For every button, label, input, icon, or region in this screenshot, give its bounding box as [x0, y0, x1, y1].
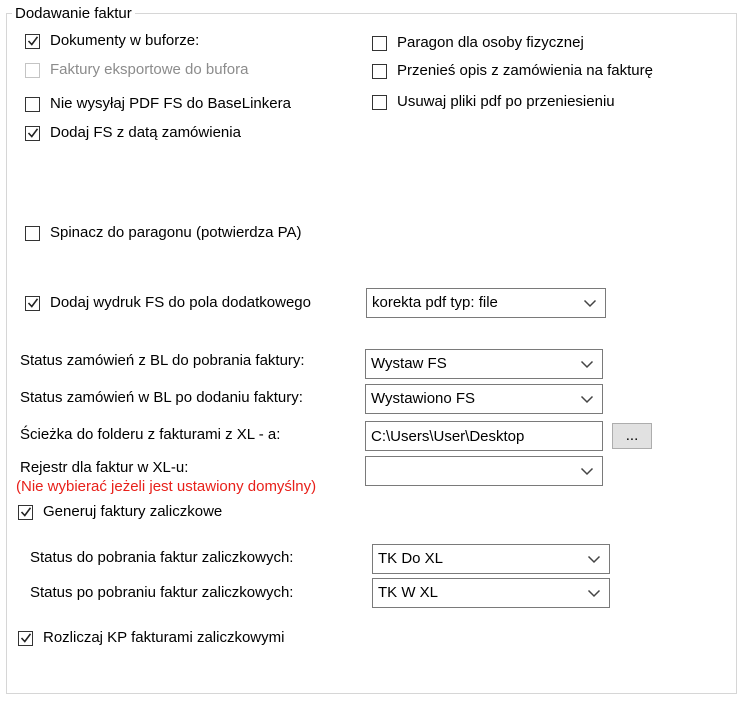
checkbox-dodaj-fs-z-data[interactable]	[25, 124, 241, 142]
wydruk-type-select[interactable]	[366, 288, 606, 318]
select-value: Wystawiono FS	[371, 390, 476, 407]
checkbox-rozliczaj-kp[interactable]	[18, 629, 284, 647]
checkbox-nie-wysylaj-pdf[interactable]	[25, 95, 291, 113]
checkbox-label: Rozliczaj KP fakturami zaliczkowymi	[43, 629, 285, 646]
checkbox-paragon-osoby[interactable]	[372, 34, 584, 52]
checkbox-dodaj-wydruk[interactable]	[25, 294, 311, 312]
checkbox-label: Dodaj FS z datą zamówienia	[50, 124, 241, 141]
rejestr-label: Rejestr dla faktur w XL-u:	[20, 459, 189, 476]
checkbox-box[interactable]	[18, 631, 33, 646]
checkbox-box	[25, 63, 40, 78]
browse-button[interactable]: ...	[612, 423, 652, 449]
checkbox-label: Faktury eksportowe do bufora	[50, 61, 249, 78]
chevron-down-icon[interactable]	[580, 395, 594, 404]
status-zal-po-label: Status po pobraniu faktur zaliczkowych:	[30, 584, 294, 601]
status-zal-pobrania-label: Status do pobrania faktur zaliczkowych:	[30, 549, 294, 566]
checkbox-usuwaj-pliki[interactable]	[372, 93, 615, 111]
checkbox-label: Dokumenty w buforze:	[50, 32, 200, 49]
checkbox-faktury-eksportowe[interactable]	[25, 61, 248, 79]
checkbox-box[interactable]	[25, 97, 40, 112]
select-value: TK W XL	[378, 584, 439, 601]
select-value: korekta pdf typ: file	[372, 294, 498, 311]
checkbox-label: Generuj faktury zaliczkowe	[43, 503, 223, 520]
checkbox-box[interactable]	[372, 36, 387, 51]
status-po-dodaniu-label: Status zamówień w BL po dodaniu faktury:	[20, 389, 303, 406]
checkbox-box[interactable]	[25, 226, 40, 241]
rejestr-note: (Nie wybierać jeżeli jest ustawiony domyślny)	[16, 478, 317, 495]
check-icon	[27, 297, 39, 309]
check-icon	[27, 35, 39, 47]
status-zal-po-select[interactable]	[372, 578, 610, 608]
chevron-down-icon[interactable]	[580, 360, 594, 369]
checkbox-box[interactable]	[372, 64, 387, 79]
checkbox-box[interactable]	[25, 126, 40, 141]
checkbox-spinacz[interactable]	[25, 224, 302, 242]
select-value: Wystaw FS	[371, 355, 447, 372]
checkbox-box[interactable]	[25, 296, 40, 311]
checkbox-box[interactable]	[18, 505, 33, 520]
checkbox-generuj-zaliczkowe[interactable]	[18, 503, 222, 521]
checkbox-label: Dodaj wydruk FS do pola dodatkowego	[50, 294, 311, 311]
checkbox-label: Usuwaj pliki pdf po przeniesieniu	[397, 93, 615, 110]
checkbox-label: Przenieś opis z zamówienia na fakturę	[397, 62, 653, 79]
rejestr-select[interactable]	[365, 456, 603, 486]
sciezka-input[interactable]: C:\Users\User\Desktop	[365, 421, 603, 451]
checkbox-box[interactable]	[25, 34, 40, 49]
checkbox-box[interactable]	[372, 95, 387, 110]
checkbox-dokumenty-w-buforze[interactable]	[25, 32, 199, 50]
check-icon	[20, 632, 32, 644]
select-value: TK Do XL	[378, 550, 444, 567]
chevron-down-icon[interactable]	[583, 299, 597, 308]
chevron-down-icon[interactable]	[587, 589, 601, 598]
check-icon	[20, 506, 32, 518]
chevron-down-icon[interactable]	[587, 555, 601, 564]
chevron-down-icon[interactable]	[580, 467, 594, 476]
status-pobrania-label: Status zamówień z BL do pobrania faktury:	[20, 352, 305, 369]
status-zal-pobrania-select[interactable]	[372, 544, 610, 574]
checkbox-przenies-opis[interactable]	[372, 62, 653, 80]
checkbox-label: Spinacz do paragonu (potwierdza PA)	[50, 224, 302, 241]
check-icon	[27, 127, 39, 139]
sciezka-label: Ścieżka do folderu z fakturami z XL - a:	[20, 426, 281, 443]
checkbox-label: Paragon dla osoby fizycznej	[397, 34, 584, 51]
status-po-dodaniu-select[interactable]	[365, 384, 603, 414]
status-pobrania-select[interactable]	[365, 349, 603, 379]
checkbox-label: Nie wysyłaj PDF FS do BaseLinkera	[50, 95, 291, 112]
group-title: Dodawanie faktur	[12, 5, 135, 22]
